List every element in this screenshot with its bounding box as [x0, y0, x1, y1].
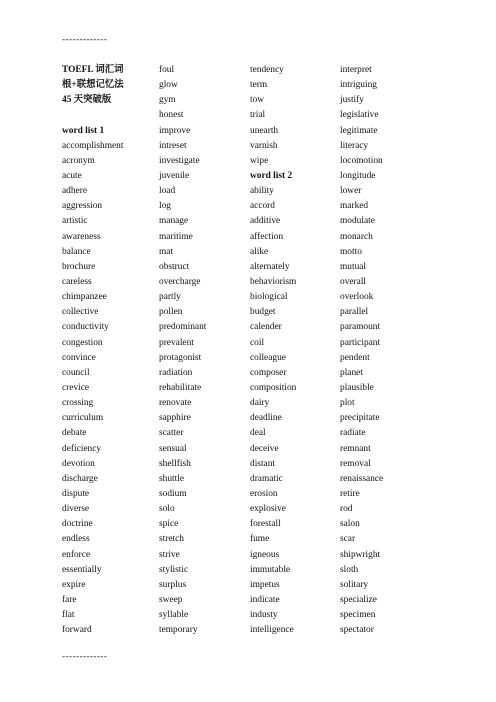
word-entry: scatter	[159, 428, 184, 439]
word-entry: prevalent	[159, 337, 194, 348]
word-entry: lower	[340, 186, 362, 197]
word-column-2	[159, 63, 206, 638]
word-entry: indicate	[250, 594, 280, 605]
word-entry: coil	[250, 337, 265, 348]
word-entry: explosive	[250, 504, 286, 515]
word-entry: discharge	[62, 473, 98, 484]
word-entry: stylistic	[159, 564, 189, 575]
word-entry: interpret	[340, 65, 372, 75]
word-entry: predominant	[159, 322, 207, 333]
word-entry: syllable	[159, 610, 189, 621]
word-entry: shipwright	[340, 549, 381, 560]
word-entry: acute	[62, 170, 82, 181]
word-entry: shuttle	[159, 473, 184, 484]
word-entry: pendent	[340, 352, 370, 363]
word-entry: flat	[62, 610, 75, 621]
word-entry: additive	[250, 216, 281, 227]
word-entry: overall	[340, 276, 367, 287]
word-entry: juvenile	[159, 170, 190, 181]
word-entry: ability	[250, 186, 274, 197]
word-entry: crossing	[62, 398, 94, 409]
word-entry: overcharge	[159, 276, 201, 287]
word-entry: expire	[62, 579, 86, 590]
heading-text: 根+联想记忆法	[62, 80, 124, 91]
word-entry: calender	[250, 322, 282, 333]
word-entry: overlook	[340, 292, 374, 303]
heading-text: word list 2	[250, 170, 293, 181]
word-entry: sensual	[159, 443, 187, 454]
word-entry: remnant	[340, 443, 371, 454]
word-entry: parallel	[340, 307, 369, 318]
word-entry: chimpanzee	[62, 292, 107, 303]
word-entry: alike	[250, 246, 269, 257]
word-entry: enforce	[62, 549, 91, 560]
word-column-3	[250, 63, 296, 638]
word-entry: balance	[62, 246, 91, 257]
word-entry: deadline	[250, 413, 282, 424]
word-entry: participant	[340, 337, 381, 348]
word-entry: budget	[250, 307, 276, 318]
word-entry: rehabilitate	[159, 382, 202, 393]
blank-line	[62, 108, 124, 123]
word-entry: literacy	[340, 140, 369, 151]
word-entry: impetus	[250, 579, 280, 590]
word-entry: justify	[340, 95, 364, 106]
word-entry: accord	[250, 201, 275, 212]
word-entry: modulate	[340, 216, 375, 227]
word-entry: awareness	[62, 231, 101, 242]
word-entry: dispute	[62, 488, 90, 499]
word-entry: alternately	[250, 261, 290, 272]
word-entry: intreset	[159, 140, 187, 151]
word-entry: strive	[159, 549, 180, 560]
word-entry: plot	[340, 398, 355, 409]
word-column-1	[62, 63, 124, 638]
word-entry: congestion	[62, 337, 103, 348]
word-entry: artistic	[62, 216, 88, 227]
word-entry: honest	[159, 110, 184, 121]
word-entry: sweep	[159, 594, 183, 605]
word-entry: load	[159, 186, 176, 197]
word-entry: protagonist	[159, 352, 202, 363]
word-column-4	[340, 63, 383, 638]
word-entry: fume	[250, 534, 270, 545]
word-entry: mutual	[340, 261, 367, 272]
word-entry: brochure	[62, 261, 96, 272]
word-entry: dairy	[250, 398, 270, 409]
word-entry: convince	[62, 352, 96, 363]
word-entry: careless	[62, 276, 92, 287]
word-entry: longitude	[340, 170, 376, 181]
word-entry: forward	[62, 625, 92, 636]
word-entry: shellfish	[159, 458, 191, 469]
word-entry: marked	[340, 201, 369, 212]
word-entry: radiate	[340, 428, 366, 439]
word-entry: solo	[159, 504, 175, 515]
word-entry: wipe	[250, 155, 269, 166]
word-entry: igneous	[250, 549, 280, 560]
word-entry: devotion	[62, 458, 95, 469]
word-entry: essentially	[62, 564, 102, 575]
word-entry: investigate	[159, 155, 200, 166]
word-entry: council	[62, 367, 90, 378]
word-entry: erosion	[250, 488, 278, 499]
bottom-separator: -------------	[62, 651, 108, 661]
word-entry: salon	[340, 519, 360, 530]
word-entry: debate	[62, 428, 87, 439]
word-entry: sodium	[159, 488, 187, 499]
word-entry: glow	[159, 80, 178, 91]
top-separator: -------------	[62, 34, 108, 44]
word-entry: deceive	[250, 443, 279, 454]
word-entry: endless	[62, 534, 90, 545]
word-entry: acronym	[62, 155, 95, 166]
word-entry: intelligence	[250, 625, 294, 636]
word-entry: scar	[340, 534, 356, 545]
word-entry: obstruct	[159, 261, 190, 272]
word-entry: motto	[340, 246, 362, 257]
word-entry: stretch	[159, 534, 184, 545]
word-entry: solitary	[340, 579, 369, 590]
word-entry: renovate	[159, 398, 192, 409]
word-entry: fare	[62, 594, 77, 605]
word-entry: specialize	[340, 594, 377, 605]
word-entry: aggression	[62, 201, 103, 212]
word-entry: conductivity	[62, 322, 109, 333]
word-entry: deficiency	[62, 443, 102, 454]
word-entry: gym	[159, 95, 176, 106]
word-entry: sloth	[340, 564, 359, 575]
word-entry: immutable	[250, 564, 291, 575]
word-entry: maritime	[159, 231, 193, 242]
word-entry: foul	[159, 65, 175, 75]
word-entry: removal	[340, 458, 371, 469]
word-entry: pollen	[159, 307, 183, 318]
word-entry: spectator	[340, 625, 374, 636]
word-entry: legislative	[340, 110, 379, 121]
word-entry: monarch	[340, 231, 373, 242]
word-entry: industy	[250, 610, 278, 621]
word-entry: diverse	[62, 504, 90, 515]
word-entry: distant	[250, 458, 275, 469]
word-entry: precipitate	[340, 413, 380, 424]
word-entry: rod	[340, 504, 353, 515]
word-entry: manage	[159, 216, 189, 227]
word-entry: deal	[250, 428, 266, 439]
heading-text: 45 天突破版	[62, 95, 112, 106]
word-entry: crevice	[62, 382, 90, 393]
word-entry: improve	[159, 125, 191, 136]
word-entry: composer	[250, 367, 287, 378]
word-entry: doctrine	[62, 519, 93, 530]
word-entry: locomotion	[340, 155, 383, 166]
word-entry: tow	[250, 95, 265, 106]
word-entry: behaviorism	[250, 276, 297, 287]
word-entry: renaissance	[340, 473, 384, 484]
heading-text: word list 1	[62, 125, 105, 136]
word-entry: spice	[159, 519, 179, 530]
word-entry: curriculum	[62, 413, 104, 424]
word-entry: colleague	[250, 352, 286, 363]
word-entry: unearth	[250, 125, 279, 136]
heading-text: TOEFL 词汇词	[62, 65, 124, 75]
word-entry: sapphire	[159, 413, 191, 424]
word-entry: partly	[159, 292, 181, 303]
word-entry: term	[250, 80, 268, 91]
word-entry: dramatic	[250, 473, 283, 484]
word-entry: intriguing	[340, 80, 377, 91]
word-entry: log	[159, 201, 171, 212]
word-entry: affection	[250, 231, 284, 242]
word-entry: radiation	[159, 367, 193, 378]
word-entry: collective	[62, 307, 99, 318]
word-entry: trial	[250, 110, 266, 121]
word-entry: surplus	[159, 579, 187, 590]
word-entry: biological	[250, 292, 288, 303]
word-entry: retire	[340, 488, 360, 499]
word-entry: temporary	[159, 625, 198, 636]
word-entry: planet	[340, 367, 363, 378]
word-entry: tendency	[250, 65, 284, 75]
word-entry: plausible	[340, 382, 374, 393]
word-entry: adhere	[62, 186, 87, 197]
word-entry: accomplishment	[62, 140, 124, 151]
word-entry: mat	[159, 246, 174, 257]
word-entry: specimen	[340, 610, 376, 621]
word-entry: legitimate	[340, 125, 378, 136]
word-entry: forestall	[250, 519, 281, 530]
word-entry: composition	[250, 382, 297, 393]
word-entry: varnish	[250, 140, 278, 151]
word-entry: paramount	[340, 322, 381, 333]
